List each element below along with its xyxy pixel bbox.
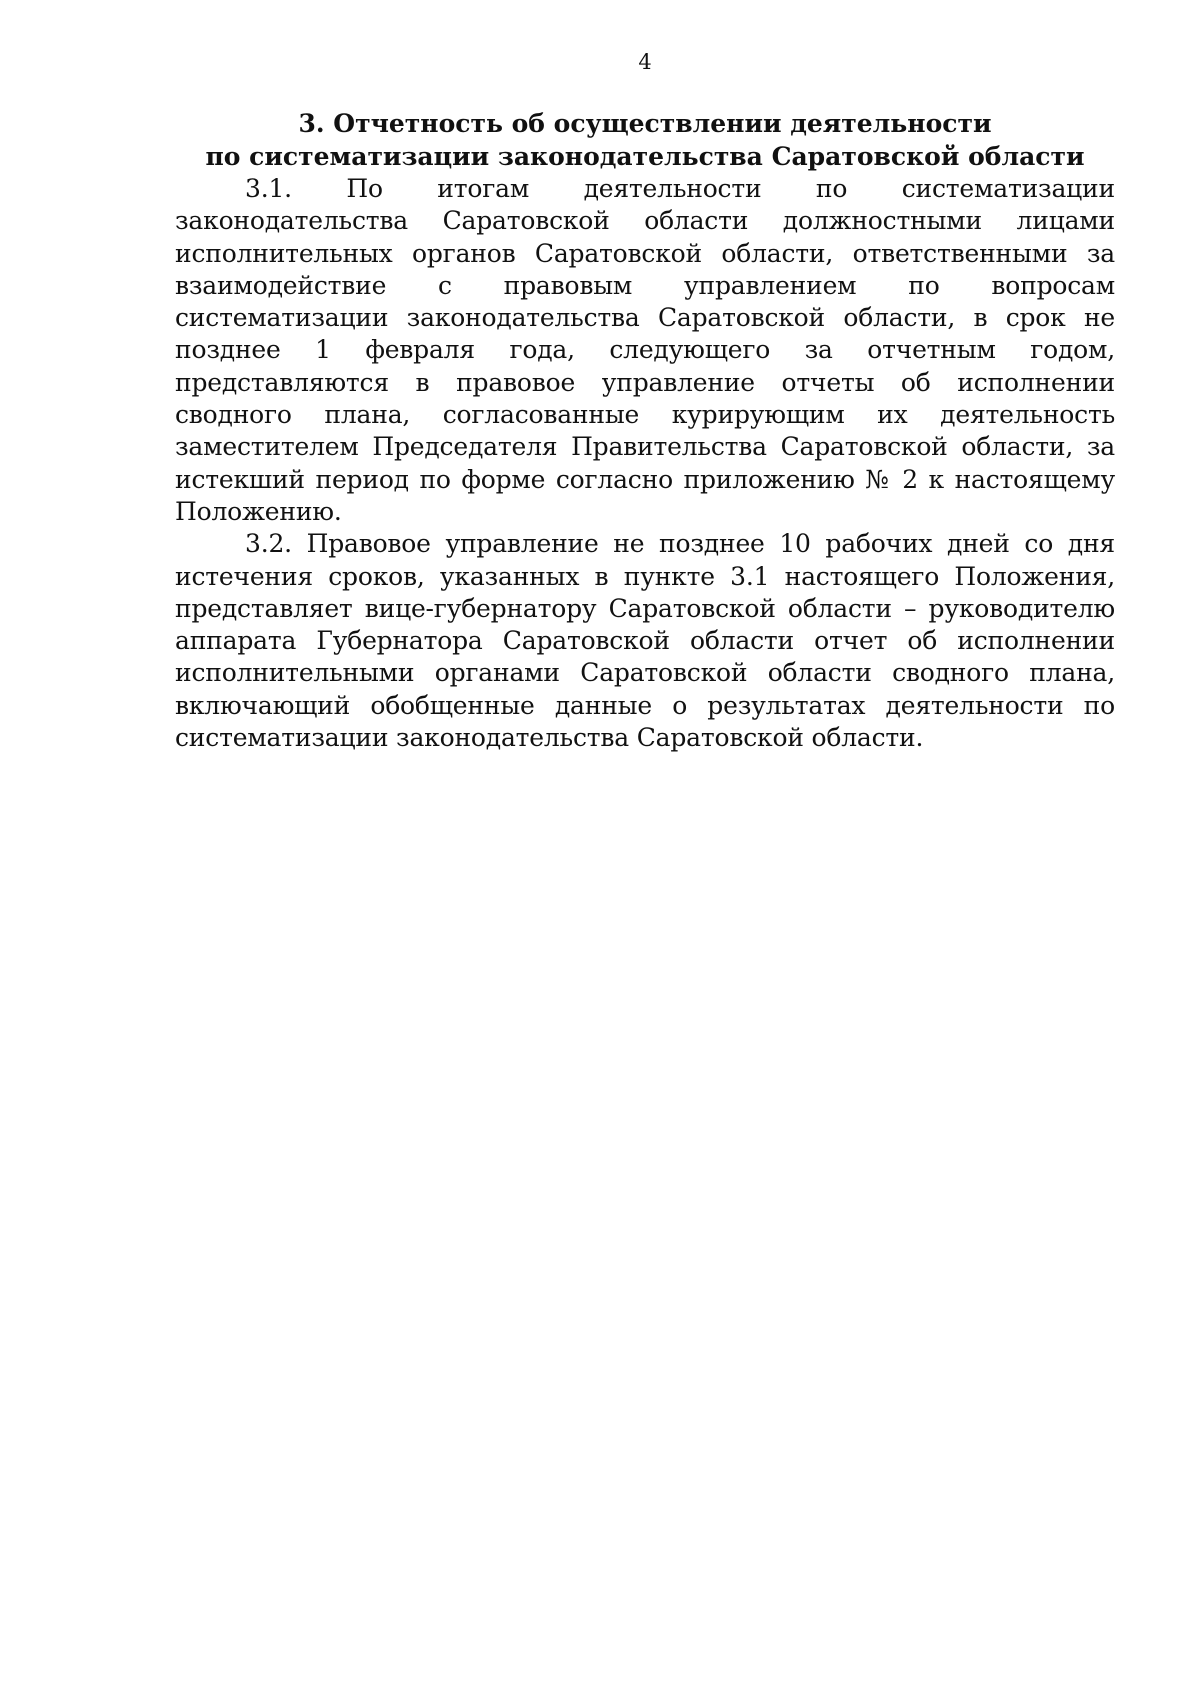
paragraph-3-2: 3.2. Правовое управление не позднее 10 рабочих дней со дня истечения сроков, указанных в пункте 3.1 настоящего Положения, представляет вице-губернатору Саратовской области – руководителю аппарата Губернатора Саратовской области отчет об исполнении исполнительными органами Саратовской области сводного плана, включающий обобщенные данные о результатах деятельности по систематизации законодательства Саратовской области. (175, 529, 1115, 753)
paragraph-3-1: 3.1. По итогам деятельности по систематизации законодательства Саратовской области должностными лицами исполнительных органов Саратовской области, ответственными за взаимодействие с правовым управлением по вопросам систематизации законодательства Саратовской области, в срок не позднее 1 февраля года, следующего за отчетным годом, представляются в правовое управление отчеты об исполнении сводного плана, согласованные курирующим их деятельность заместителем Председателя Правительства Саратовской области, за истекший период по форме согласно приложению № 2 к настоящему Положению. (175, 174, 1115, 526)
section-heading-line-2: по систематизации законодательства Саратовской области (205, 142, 1085, 171)
section-heading-line-1: 3. Отчетность об осуществлении деятельности (298, 109, 992, 138)
document-body (175, 107, 1115, 754)
page-number: 4 (638, 50, 652, 74)
section-heading (175, 107, 1115, 173)
